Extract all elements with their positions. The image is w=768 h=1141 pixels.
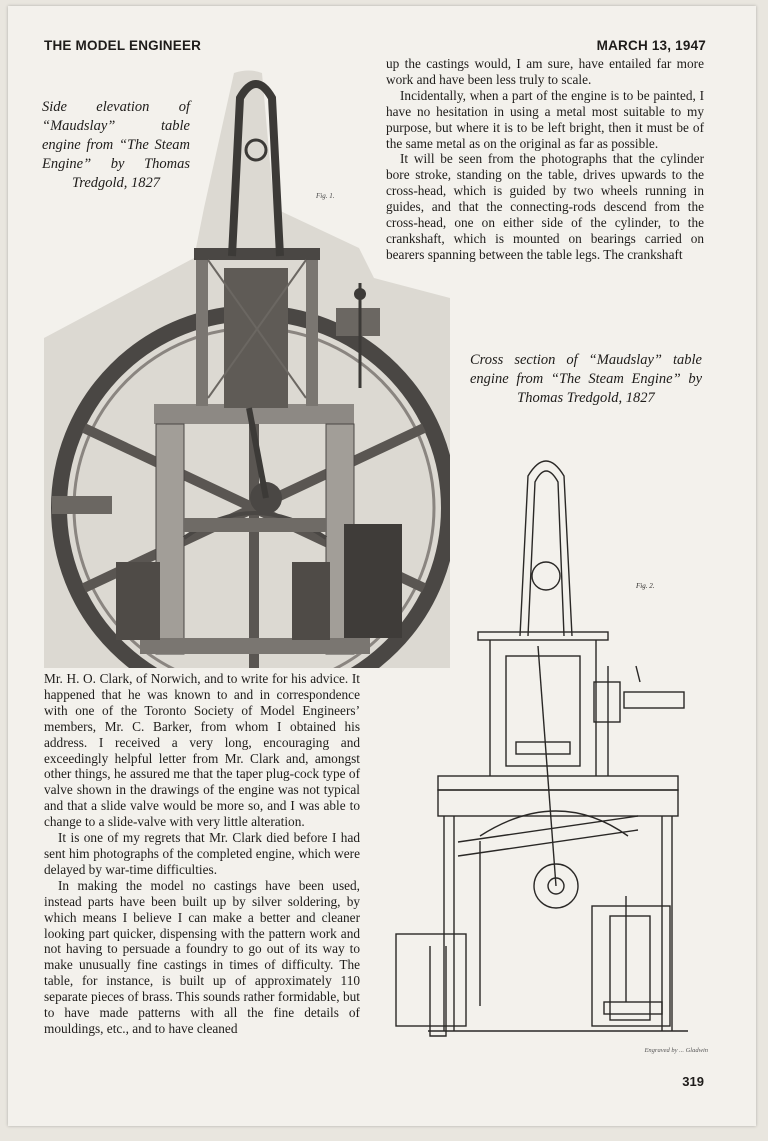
paragraph: It is one of my regrets that Mr. Clark died before I had sent him photographs of the completed engine, which were delayed by war-time difficulties. (44, 830, 360, 877)
page-number: 319 (682, 1074, 704, 1089)
paragraph: Mr. H. O. Clark, of Norwich, and to write for his advice. It happened that he was known to and in correspondence with one of the Toronto Society of Model Engineers’ members, Mr. C. Barker, from whom I obtained his address. I received a very long, encouraging and exceedingly helpful letter from Mr. Clark and, amongst other things, he assured me that the taper plug-cock type of valve shown in the drawings of the engine was not typical and that a slide valve would be more so, and I was able to change to a slide-valve with very little alteration. (44, 671, 360, 830)
paragraph: Incidentally, when a part of the engine is to be painted, I have no hesitation in using a metal most suitable to my purpose, but where it is to be left bright, then it must be of the same metal as on the original as far as possible. (386, 87, 704, 151)
paragraph: In making the model no castings have been used, instead parts have been built up by silver soldering, by which means I believe I can make a better and cleaner looking part quicker, dispensing with the pattern work and not having to persuade a foundry to go out of its way to make unusually fine castings in times of difficulty. The table, for instance, is built up of approximately 110 separate pieces of brass. This sounds rather formidable, but to have made patterns with all the fine details of mouldings, etc., and to have cleaned (44, 877, 360, 1036)
engraver-credit: Engraved by ... Gladwin (644, 1047, 708, 1054)
fig-1-label: Fig. 1. (316, 192, 335, 200)
cross-section-engine-illustration (388, 446, 708, 1061)
paragraph: up the castings would, I am sure, have entailed far more work and have been less truly to scale. (386, 56, 704, 87)
article-right-column (386, 56, 704, 263)
cross-section-figure (388, 446, 708, 1061)
article-left-column (44, 671, 360, 1037)
running-head (44, 38, 706, 56)
cross-section-caption: Cross section of “Maudslay” table engine from “The Steam Engine” by Thomas Tredgold, 1827 (470, 352, 702, 406)
issue-date: MARCH 13, 1947 (596, 38, 706, 53)
publication-title: THE MODEL ENGINEER (44, 38, 202, 53)
side-elevation-caption: Side elevation of “Maudslay” table engine from “The Steam Engine” by Thomas Tredgold, 1827 (42, 99, 190, 191)
paragraph: It will be seen from the photographs that the cylinder bore stroke, standing on the table, drives upwards to the cross-head, which is guided by two wheels running in guides, and that the connecting-rods descend from the cross-head, one on either side of the cylinder, to the crankshaft, which is mounted on bearings carried on bearers spanning between the table legs. The crankshaft (386, 151, 704, 262)
fig-2-label: Fig. 2. (636, 582, 655, 590)
magazine-page (8, 6, 756, 1126)
